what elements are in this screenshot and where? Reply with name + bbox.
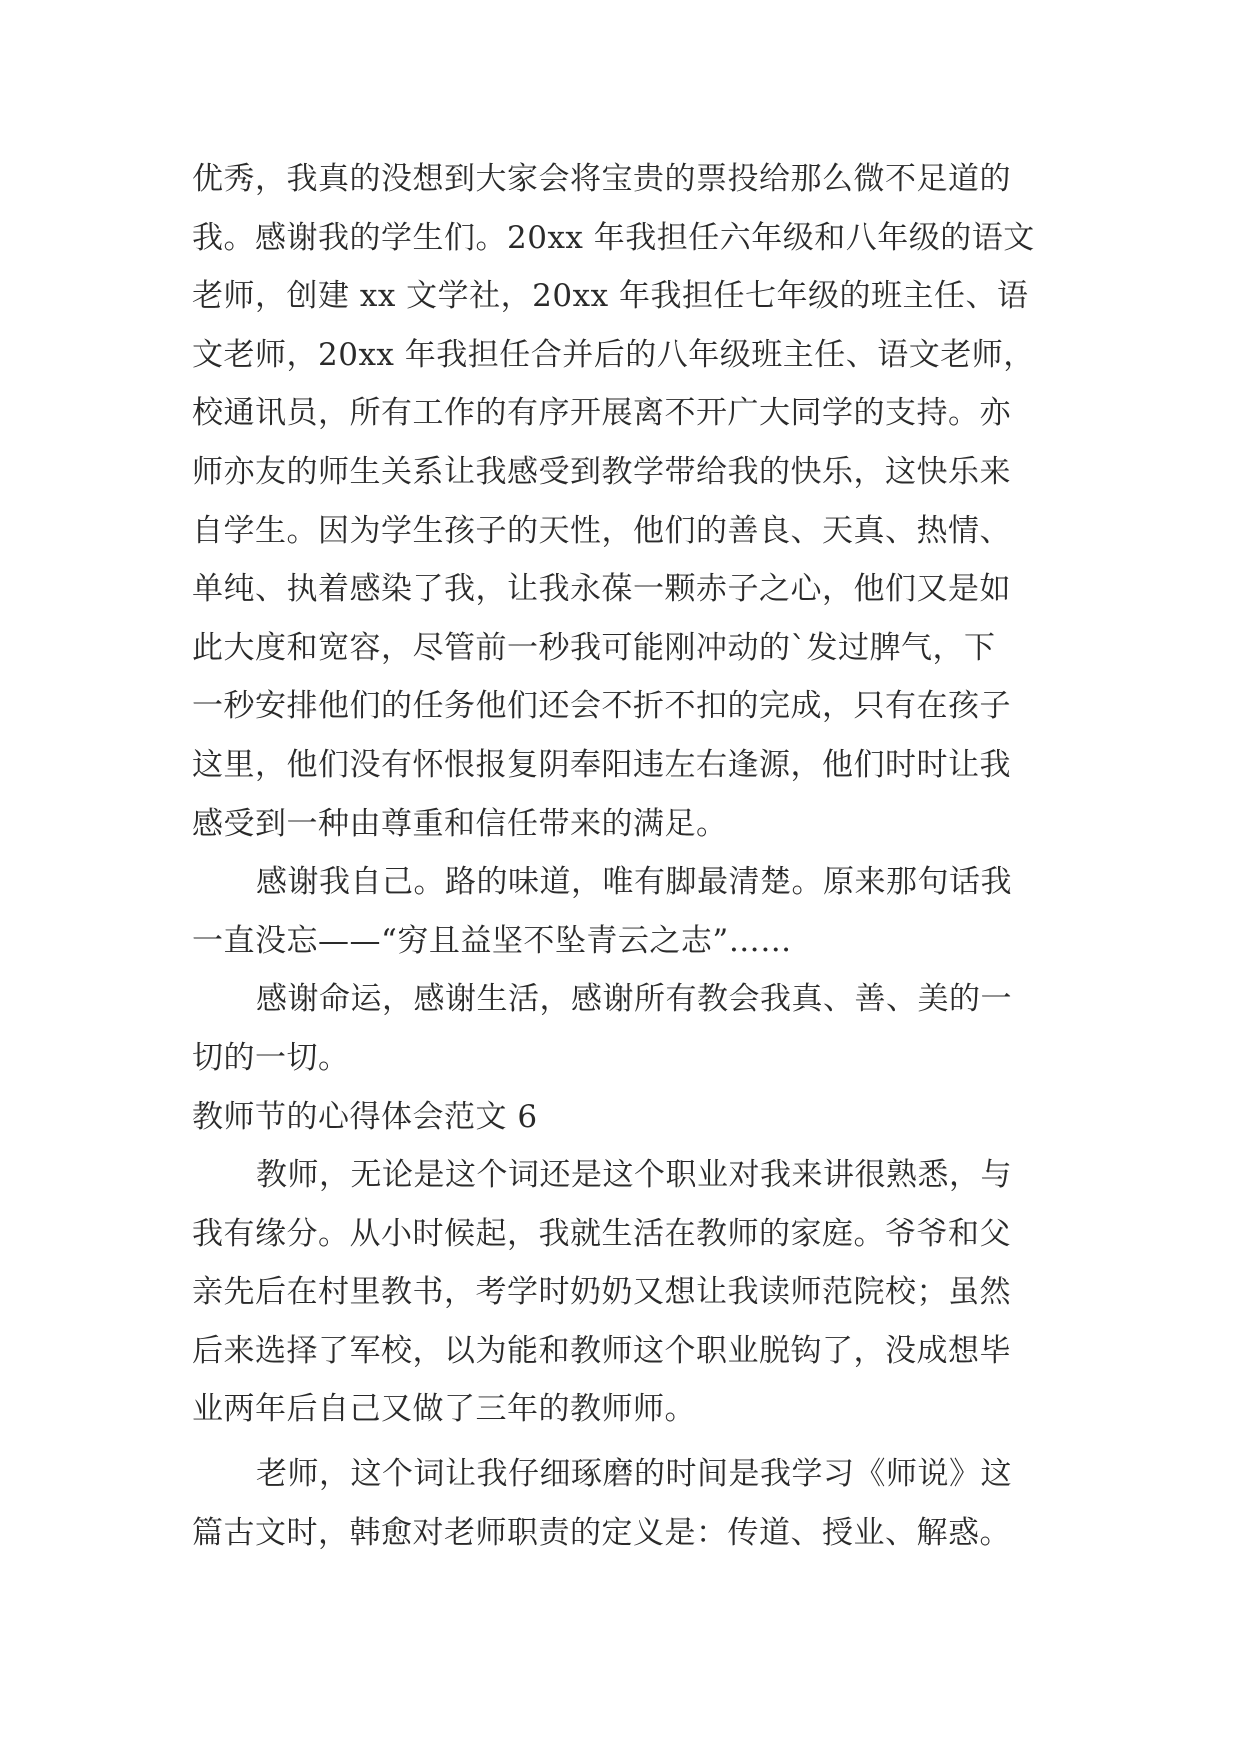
paragraph-line: 老师，创建 xx 文学社，20xx 年我担任七年级的班主任、语 xyxy=(192,278,1029,315)
paragraph-line: 后来选择了军校，以为能和教师这个职业脱钩了，没成想毕 xyxy=(192,1332,1011,1369)
paragraph-line: 篇古文时，韩愈对老师职责的定义是：传道、授业、解惑。 xyxy=(192,1514,1011,1551)
paragraph-line: 文老师，20xx 年我担任合并后的八年级班主任、语文老师， xyxy=(192,336,1035,373)
paragraph-line: 感谢命运，感谢生活，感谢所有教会我真、善、美的一 xyxy=(256,981,1012,1018)
paragraph-line: 老师，这个词让我仔细琢磨的时间是我学习《师说》这 xyxy=(256,1456,1012,1493)
paragraph-line: 这里，他们没有怀恨报复阴奉阳违左右逢源，他们时时让我 xyxy=(192,746,1011,783)
paragraph-line: 切的一切。 xyxy=(192,1039,350,1076)
paragraph-line: 感受到一种由尊重和信任带来的满足。 xyxy=(192,805,728,842)
paragraph-line: 教师，无论是这个词还是这个职业对我来讲很熟悉，与 xyxy=(256,1157,1012,1194)
paragraph-line: 亲先后在村里教书，考学时奶奶又想让我读师范院校；虽然 xyxy=(192,1274,1011,1311)
paragraph-line: 校通讯员，所有工作的有序开展离不开广大同学的支持。亦 xyxy=(192,395,1011,432)
section-heading: 教师节的心得体会范文 6 xyxy=(192,1098,538,1135)
paragraph-line: 此大度和宽容，尽管前一秒我可能刚冲动的`发过脾气，下 xyxy=(192,629,996,666)
paragraph-line: 优秀，我真的没想到大家会将宝贵的票投给那么微不足道的 xyxy=(192,161,1011,197)
paragraph-line: 一直没忘——“穷且益坚不坠青云之志”…… xyxy=(192,922,792,959)
paragraph-line: 一秒安排他们的任务他们还会不折不扣的完成，只有在孩子 xyxy=(192,688,1011,725)
paragraph-line: 我有缘分。从小时候起，我就生活在教师的家庭。爷爷和父 xyxy=(192,1215,1011,1252)
paragraph-line: 业两年后自己又做了三年的教师师。 xyxy=(192,1391,696,1428)
document-page xyxy=(192,150,1072,1562)
paragraph-line: 单纯、执着感染了我，让我永葆一颗赤子之心，他们又是如 xyxy=(192,571,1011,608)
paragraph-line: 我。感谢我的学生们。20xx 年我担任六年级和八年级的语文 xyxy=(192,219,1035,256)
paragraph-line: 感谢我自己。路的味道，唯有脚最清楚。原来那句话我 xyxy=(256,864,1012,901)
paragraph-line: 师亦友的师生关系让我感受到教学带给我的快乐，这快乐来 xyxy=(192,453,1011,490)
paragraph-line: 自学生。因为学生孩子的天性，他们的善良、天真、热情、 xyxy=(192,512,1011,549)
